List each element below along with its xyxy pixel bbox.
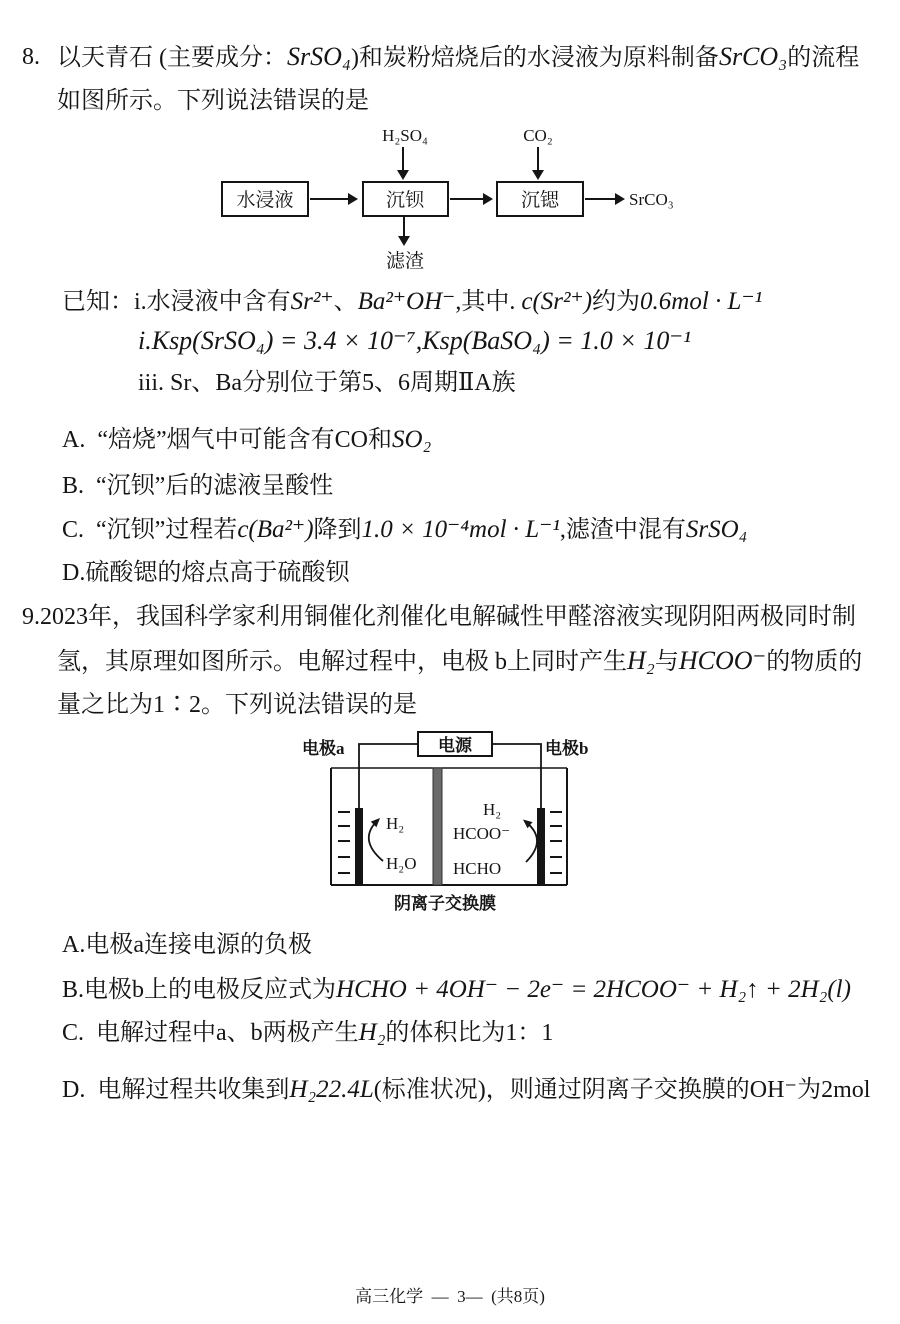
option-text: D. 电解过程共收集到 bbox=[62, 1077, 290, 1103]
q9-option-c bbox=[62, 1017, 553, 1049]
option-text: A. “焙烧”烟气中可能含有CO和 bbox=[62, 427, 392, 453]
power-source-label: 电源 bbox=[438, 736, 472, 755]
arrowhead bbox=[532, 170, 544, 180]
known-text: ,其中. bbox=[455, 289, 522, 315]
q9-option-b bbox=[62, 974, 851, 1006]
q8-number: 8. bbox=[22, 44, 40, 70]
option-text: 的体积比为1：1 bbox=[385, 1020, 554, 1046]
arrowhead bbox=[483, 193, 493, 205]
ion-ba-oh: Ba²⁺OH⁻ bbox=[357, 288, 456, 315]
known-text: 约为 bbox=[592, 289, 641, 315]
electrode-equation: HCHO + 4OH⁻ − 2e⁻ = 2HCOO⁻ + H₂↑ + 2H₂(l) bbox=[336, 976, 851, 1003]
right-product-hcoo: HCOO⁻ bbox=[453, 824, 511, 843]
membrane-label: 阴离子交换膜 bbox=[394, 894, 496, 913]
box-strontium-precipitation-label: 沉锶 bbox=[520, 190, 560, 211]
ion-sr: Sr²⁺ bbox=[290, 288, 334, 315]
q9-stem-line-1: 9.2023年，我国科学家利用铜催化剂催化电解碱性甲醛溶液实现阴阳两极同时制 bbox=[22, 604, 856, 630]
electrode-b-label: 电极b bbox=[545, 739, 589, 758]
box-water-leachate-label: 水浸液 bbox=[236, 190, 294, 211]
concentration-ba: c(Ba²⁺) bbox=[237, 516, 314, 543]
box-barium-precipitation-label: 沉钡 bbox=[385, 190, 425, 211]
q8-option-c bbox=[62, 514, 747, 546]
concentration-value: 0.6mol · L⁻¹ bbox=[640, 288, 763, 315]
stem-text: 以天青石 (主要成分： bbox=[57, 45, 287, 71]
option-text: ,滤渣中混有 bbox=[559, 517, 686, 543]
formula-srso4: SrSO₄ bbox=[685, 516, 748, 543]
q9-option-d bbox=[62, 1074, 870, 1106]
known-line-3: iii. Sr、Ba分别位于第5、6周期ⅡA族 bbox=[138, 370, 516, 396]
reagent-co2-label: CO₂ bbox=[523, 126, 553, 145]
q9-electrolysis-diagram bbox=[0, 728, 900, 920]
stem-text: 与 bbox=[654, 649, 679, 675]
concentration-value: 1.0 × 10⁻⁴mol · L⁻¹ bbox=[361, 516, 560, 543]
concentration-sr: c(Sr²⁺) bbox=[521, 288, 593, 315]
wire-left bbox=[359, 744, 418, 810]
known-text: 已知：i.水浸液中含有 bbox=[62, 289, 291, 315]
left-curved-arrow bbox=[369, 821, 383, 861]
left-product-h2: H₂ bbox=[386, 814, 405, 833]
reagent-h2so4-label: H₂SO₄ bbox=[382, 126, 428, 145]
formula-h2: H₂ bbox=[627, 646, 655, 675]
electrode-b bbox=[537, 808, 545, 884]
arrowhead bbox=[615, 193, 625, 205]
stem-text: 的物质的 bbox=[766, 649, 863, 675]
arrowhead bbox=[398, 236, 410, 246]
option-text: (标准状况)，则通过阴离子交换膜的OH⁻为2mol bbox=[373, 1077, 871, 1103]
left-liquid-level-marks bbox=[338, 812, 350, 873]
right-liquid-level-marks bbox=[550, 812, 562, 873]
electrode-a bbox=[355, 808, 363, 884]
option-text: C. 电解过程中a、b两极产生 bbox=[62, 1020, 359, 1046]
formula-so2: SO₂ bbox=[391, 426, 432, 453]
q8-option-a bbox=[62, 424, 431, 456]
known-text: 、 bbox=[333, 289, 358, 315]
product-srco3-label: SrCO₃ bbox=[629, 190, 674, 209]
left-reactant-h2o: H₂O bbox=[386, 854, 417, 873]
residue-label: 滤渣 bbox=[385, 251, 425, 272]
q9-stem-line-2 bbox=[57, 645, 862, 678]
right-product-h2: H₂ bbox=[483, 800, 502, 819]
arrowhead bbox=[397, 170, 409, 180]
electrode-a-label: 电极a bbox=[302, 739, 345, 758]
q8-option-d: D.硫酸锶的熔点高于硫酸钡 bbox=[62, 560, 350, 586]
option-text: B.电极b上的电极反应式为 bbox=[62, 977, 337, 1003]
formula-srso4: SrSO₄ bbox=[287, 42, 351, 71]
formula-srco3: SrCO₃ bbox=[718, 42, 788, 71]
known-line-1 bbox=[62, 286, 762, 318]
q9-stem-line-3: 量之比为1∶2。下列说法错误的是 bbox=[57, 692, 417, 718]
arrowhead bbox=[348, 193, 358, 205]
formula-h2: H₂ bbox=[358, 1019, 386, 1046]
page-footer: 高三化学 — 3— (共8页) bbox=[355, 1287, 545, 1306]
q8-stem-line-1 bbox=[57, 41, 859, 74]
formula-h2-volume: H₂22.4L bbox=[289, 1076, 374, 1103]
option-text: 降到 bbox=[313, 517, 362, 543]
stem-text: 的流程 bbox=[787, 45, 860, 71]
q8-stem-line-2: 如图所示。下列说法错误的是 bbox=[57, 88, 369, 114]
q8-flow-diagram bbox=[0, 110, 900, 275]
formula-hcoo: HCOO⁻ bbox=[678, 646, 767, 675]
anion-exchange-membrane bbox=[433, 768, 442, 885]
q8-option-b: B. “沉钡”后的滤液呈酸性 bbox=[62, 473, 334, 499]
known-line-2-ksp: i.Ksp(SrSO₄) = 3.4 × 10⁻⁷,Ksp(BaSO₄) = 1.0 × 10⁻¹ bbox=[138, 326, 691, 355]
stem-text: )和炭粉焙烧后的水浸液为原料制备 bbox=[350, 45, 719, 71]
right-reactant-hcho: HCHO bbox=[453, 859, 502, 878]
stem-text: 氢，其原理如图所示。电解过程中，电极 b上同时产生 bbox=[57, 649, 627, 675]
q9-option-a: A.电极a连接电源的负极 bbox=[62, 932, 312, 958]
option-text: C. “沉钡”过程若 bbox=[62, 517, 238, 543]
